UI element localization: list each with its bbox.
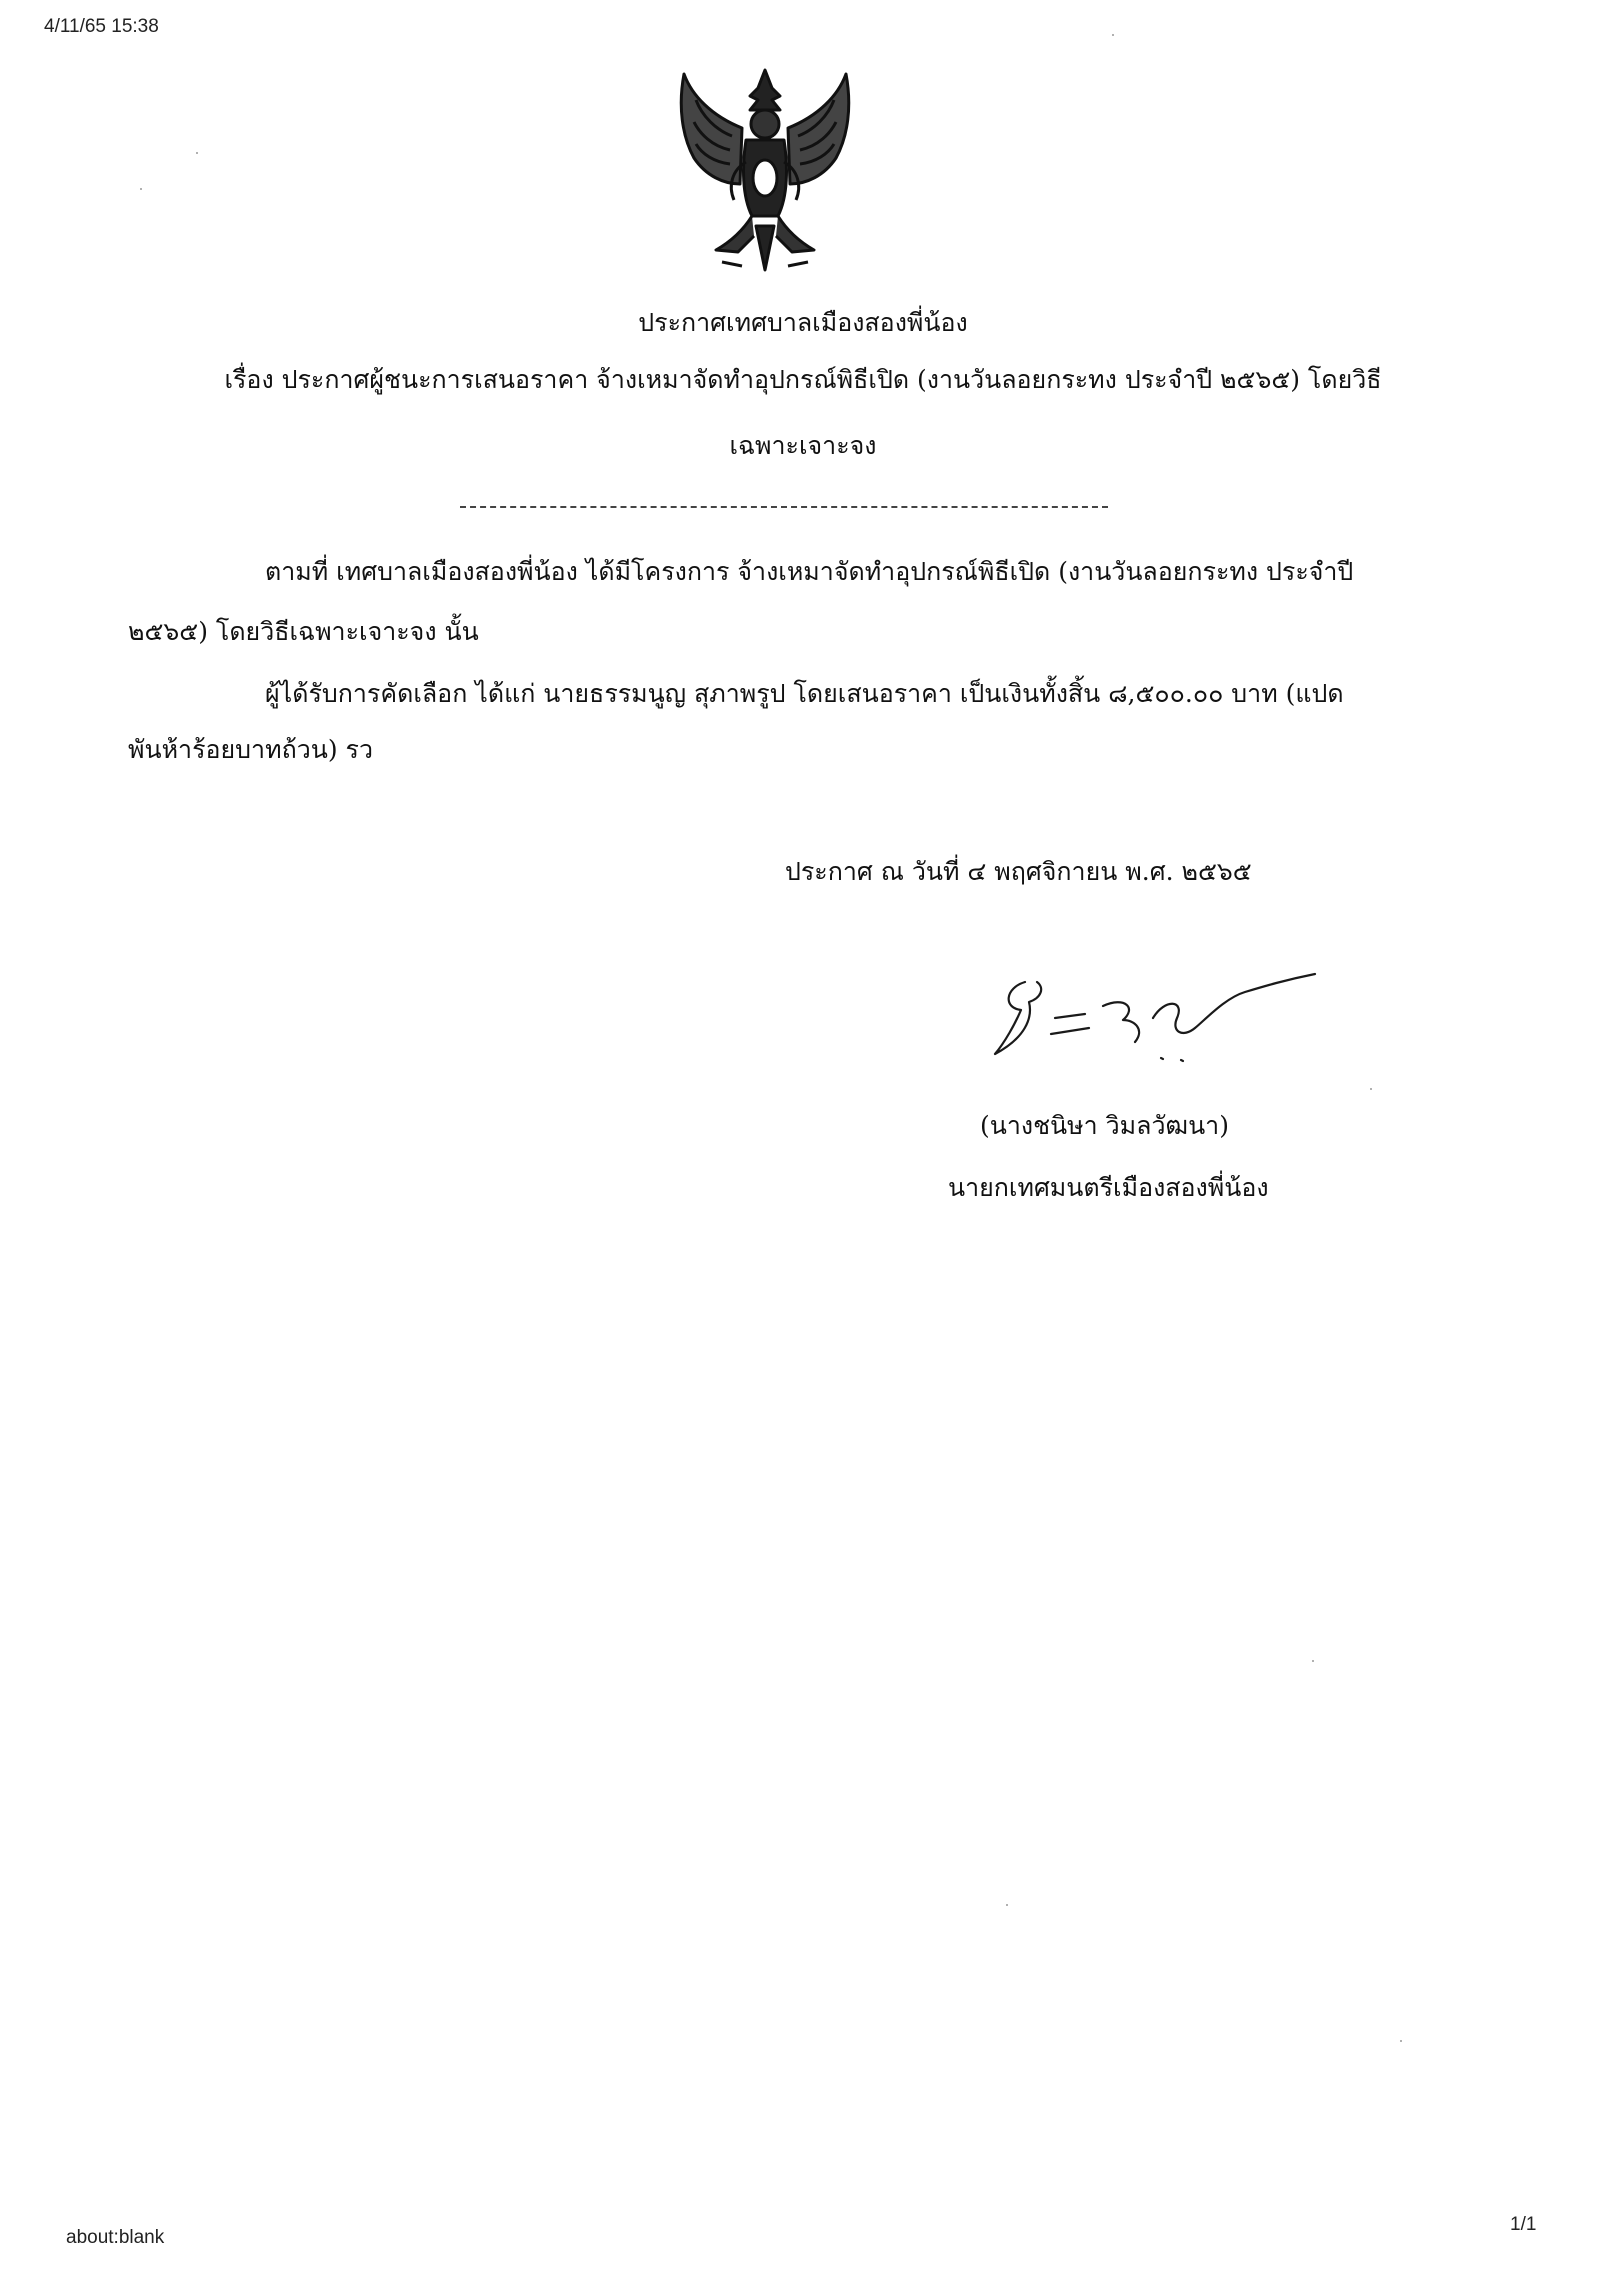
- handwritten-signature: [985, 958, 1325, 1068]
- print-page-number: 1/1: [1510, 2214, 1537, 2235]
- signer-title: นายกเทศมนตรีเมืองสองพี่น้อง: [948, 1173, 1269, 1202]
- scan-speck: [1370, 1088, 1372, 1090]
- document-org-title: ประกาศเทศบาลเมืองสองพี่น้อง: [638, 308, 968, 337]
- scan-speck: [1312, 1660, 1314, 1662]
- paragraph-2-line-2: พันห้าร้อยบาทถ้วน) รว: [128, 735, 373, 764]
- document-subject-continuation: เฉพาะเจาะจง: [729, 431, 877, 460]
- scan-speck: [1112, 34, 1114, 36]
- separator-rule: [460, 506, 1108, 508]
- scan-speck: [1006, 1904, 1008, 1906]
- scan-speck: [196, 152, 198, 154]
- scan-speck: [1400, 2040, 1402, 2042]
- announcement-date: ประกาศ ณ วันที่ ๔ พฤศจิกายน พ.ศ. ๒๕๖๕: [785, 857, 1252, 886]
- signer-name: (นางชนิษา วิมลวัฒนา): [980, 1111, 1229, 1140]
- scan-speck: [140, 188, 142, 190]
- print-url: about:blank: [66, 2227, 165, 2248]
- print-timestamp: 4/11/65 15:38: [44, 16, 159, 37]
- garuda-emblem-icon: [672, 66, 858, 276]
- document-subject: เรื่อง ประกาศผู้ชนะการเสนอราคา จ้างเหมาจัดทำอุปกรณ์พิธีเปิด (งานวันลอยกระทง ประจำปี ๒๕๖๕) โดยวิธี: [224, 365, 1382, 394]
- paragraph-2-line-1: ผู้ได้รับการคัดเลือก ได้แก่ นายธรรมนูญ สุภาพรูป โดยเสนอราคา เป็นเงินทั้งสิ้น ๘,๕๐๐.๐๐ บาท (แปด: [265, 679, 1344, 708]
- paragraph-1-line-1: ตามที่ เทศบาลเมืองสองพี่น้อง ได้มีโครงการ จ้างเหมาจัดทำอุปกรณ์พิธีเปิด (งานวันลอยกระทง ประจำปี: [265, 557, 1354, 586]
- paragraph-1-line-2: ๒๕๖๕) โดยวิธีเฉพาะเจาะจง นั้น: [128, 617, 479, 646]
